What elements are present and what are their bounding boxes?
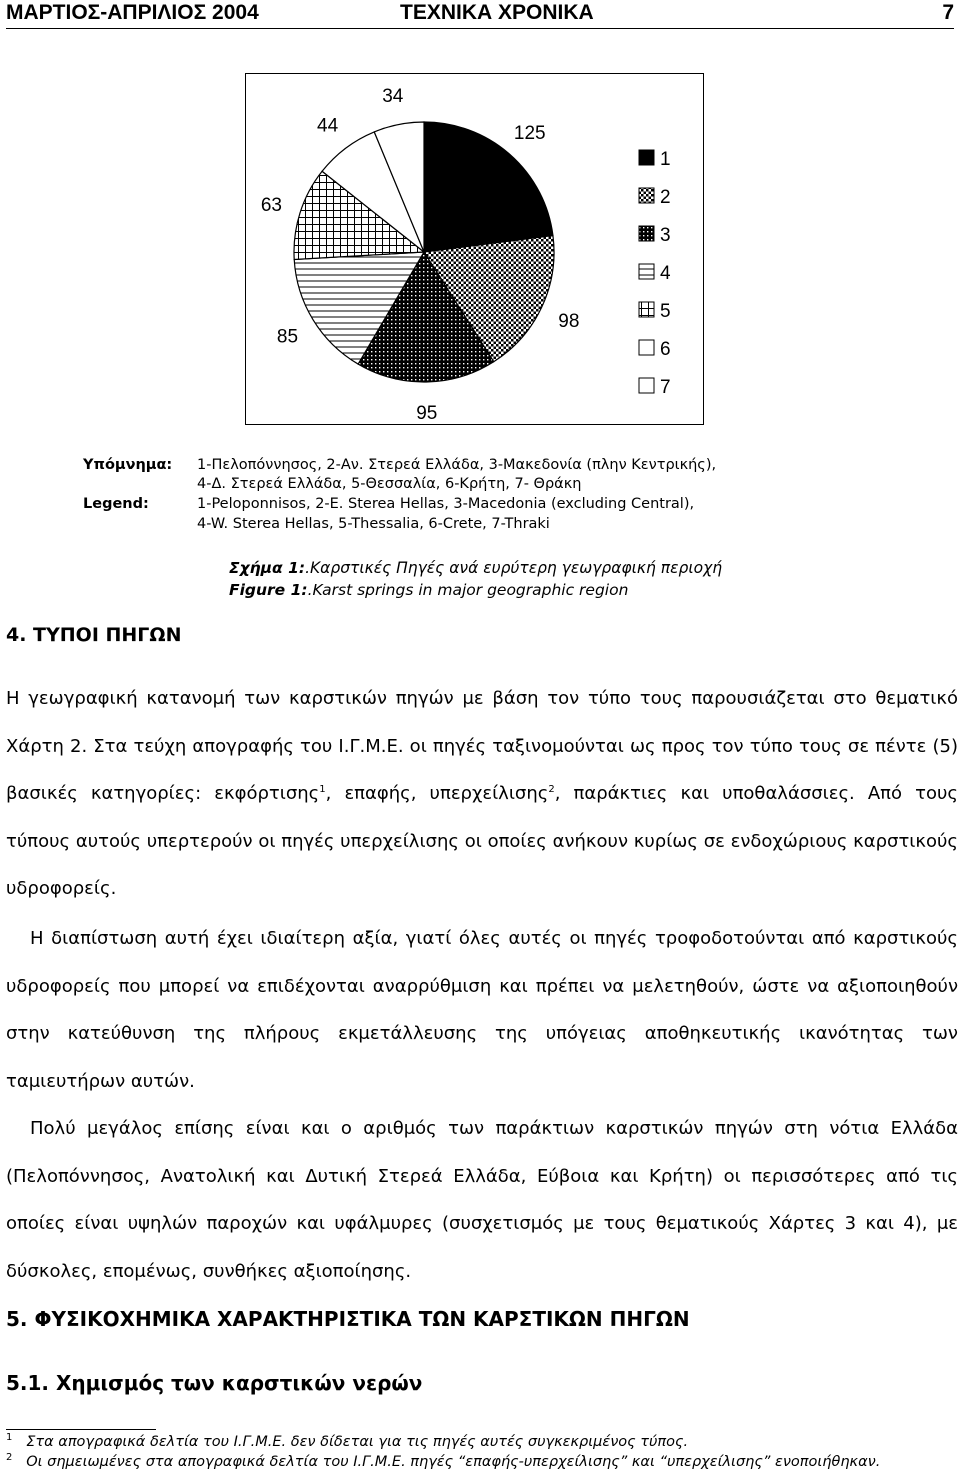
section-5-1-heading: 5.1. Χημισμός των καρστικών νερών xyxy=(6,1371,423,1395)
legend-line-gr-1: 1-Πελοπόννησος, 2-Αν. Στερεά Ελλάδα, 3-Μακεδονία (πλην Κεντρικής), xyxy=(197,457,717,473)
legend-swatch-2 xyxy=(639,188,654,203)
legend-label-7: 7 xyxy=(660,377,671,398)
legend-swatch-1 xyxy=(639,150,654,165)
legend-swatch-7 xyxy=(639,378,654,393)
footnote-1: $^1$ Στα απογραφικά δελτία του Ι.Γ.Μ.Ε. δεν δίδεται για τις πηγές αυτές συγκεκριμένος τύπος. xyxy=(6,1432,689,1450)
paragraph-3: Πολύ μεγάλος επίσης είναι και ο αριθμός των παράκτιων καρστικών πηγών στη νότια Ελλάδα (Πελοπόννησος, Ανατολική και Δυτική Στερεά Ελλάδα, Εύβοια και Κρήτη) οι περισσότερες από τις οποίες είναι υψηλών παροχών και υφάλμυρες (συσχετισμός με τους θεματικούς Χάρτες 3 και 4), με δύσκολες, επομένως, συνθήκες αξιοποίησης. xyxy=(6,1118,958,1282)
page-number: 7 xyxy=(942,1,954,24)
paragraph-2: Η διαπίστωση αυτή έχει ιδιαίτερη αξία, γιατί όλες αυτές οι πηγές τροφοδοτούνται από καρστικούς υδροφορείς που μπορεί να επιδέχονται αναρρύθμιση και πρέπει να μελετηθούν, ώστε να αξιοποιηθούν στην κατεύθυνση της πλήρους εκμετάλλευσης της υπόγειας αποθηκευτικής ικανότητας των ταμιευτήρων αυτών. xyxy=(6,928,958,1092)
legend-line-en-1: 1-Peloponnisos, 2-E. Sterea Hellas, 3-Macedonia (excluding Central), xyxy=(197,496,695,512)
paragraph-1: Η γεωγραφική κατανομή των καρστικών πηγών με βάση τον τύπο τους παρουσιάζεται στο θεματικό Χάρτη 2. Στα τεύχη απογραφής του Ι.Γ.Μ.Ε. οι πηγές ταξινομούνται ως προς τον τύπο τους σε πέντε (5) βασικές κατηγορίες: εκφόρτισης$^1$, επαφής, υπερχείλισης$^2$, παράκτιες και υποθαλάσσιες. Από τους τύπους αυτούς υπερτερούν οι πηγές υπερχείλισης οι οποίες ανήκουν κυρίως σε ενδοχώριους καρστικούς υδροφορείς. xyxy=(6,688,958,899)
header-journal: ΤΕΧΝΙΚΑ ΧΡΟΝΙΚΑ xyxy=(400,1,594,24)
legend-swatch-4 xyxy=(639,264,654,279)
section-5-heading: 5. ΦΥΣΙΚΟΧΗΜΙΚΑ ΧΑΡΑΚΤΗΡΙΣΤΙΚΑ ΤΩΝ ΚΑΡΣΤΙΚΩΝ ΠΗΓΩΝ xyxy=(6,1307,690,1331)
legend-label-en: Legend: xyxy=(83,496,149,512)
header-issue: ΜΑΡΤΙΟΣ-ΑΠΡΙΛΙΟΣ 2004 xyxy=(6,1,259,24)
data-label-4: 85 xyxy=(276,326,299,348)
pie-chart xyxy=(245,73,704,425)
legend-label-gr: Υπόμνημα: xyxy=(83,457,173,473)
footnote-divider xyxy=(6,1429,156,1430)
legend-line-gr-2: 4-Δ. Στερεά Ελλάδα, 5-Θεσσαλία, 6-Κρήτη, 7- Θράκη xyxy=(197,476,582,492)
legend-swatch-6 xyxy=(639,340,654,355)
running-header xyxy=(6,0,954,29)
legend-label-5: 5 xyxy=(660,301,671,322)
legend-label-6: 6 xyxy=(660,339,671,360)
data-label-1: 125 xyxy=(513,122,546,144)
legend-line-en-2: 4-W. Sterea Hellas, 5-Thessalia, 6-Crete, 7-Thraki xyxy=(197,516,550,532)
data-label-2: 98 xyxy=(558,310,580,332)
legend-label-2: 2 xyxy=(660,187,671,208)
figure-caption-en: Figure 1:.Karst springs in major geographic region xyxy=(229,581,629,599)
footnote-2: $^2$ Οι σημειωμένες στα απογραφικά δελτία του Ι.Γ.Μ.Ε. πηγές “επαφής-υπερχείλισης” και “υπερχείλισης” ενοποιήθηκαν. xyxy=(6,1452,881,1470)
data-label-5: 63 xyxy=(260,194,283,216)
legend-swatch-5 xyxy=(639,302,654,317)
figure-caption-gr: Σχήμα 1:.Καρστικές Πηγές ανά ευρύτερη γεωγραφική περιοχή xyxy=(229,559,723,577)
legend-label-1: 1 xyxy=(660,149,671,170)
data-label-6: 44 xyxy=(317,115,339,137)
section-4-heading: 4. ΤΥΠΟΙ ΠΗΓΩΝ xyxy=(6,624,182,646)
legend-label-4: 4 xyxy=(660,263,671,284)
legend-label-3: 3 xyxy=(660,225,671,246)
pie-chart-svg xyxy=(246,74,705,426)
legend-swatch-3 xyxy=(639,226,654,241)
data-label-7: 34 xyxy=(382,86,404,108)
data-label-3: 95 xyxy=(416,402,438,424)
